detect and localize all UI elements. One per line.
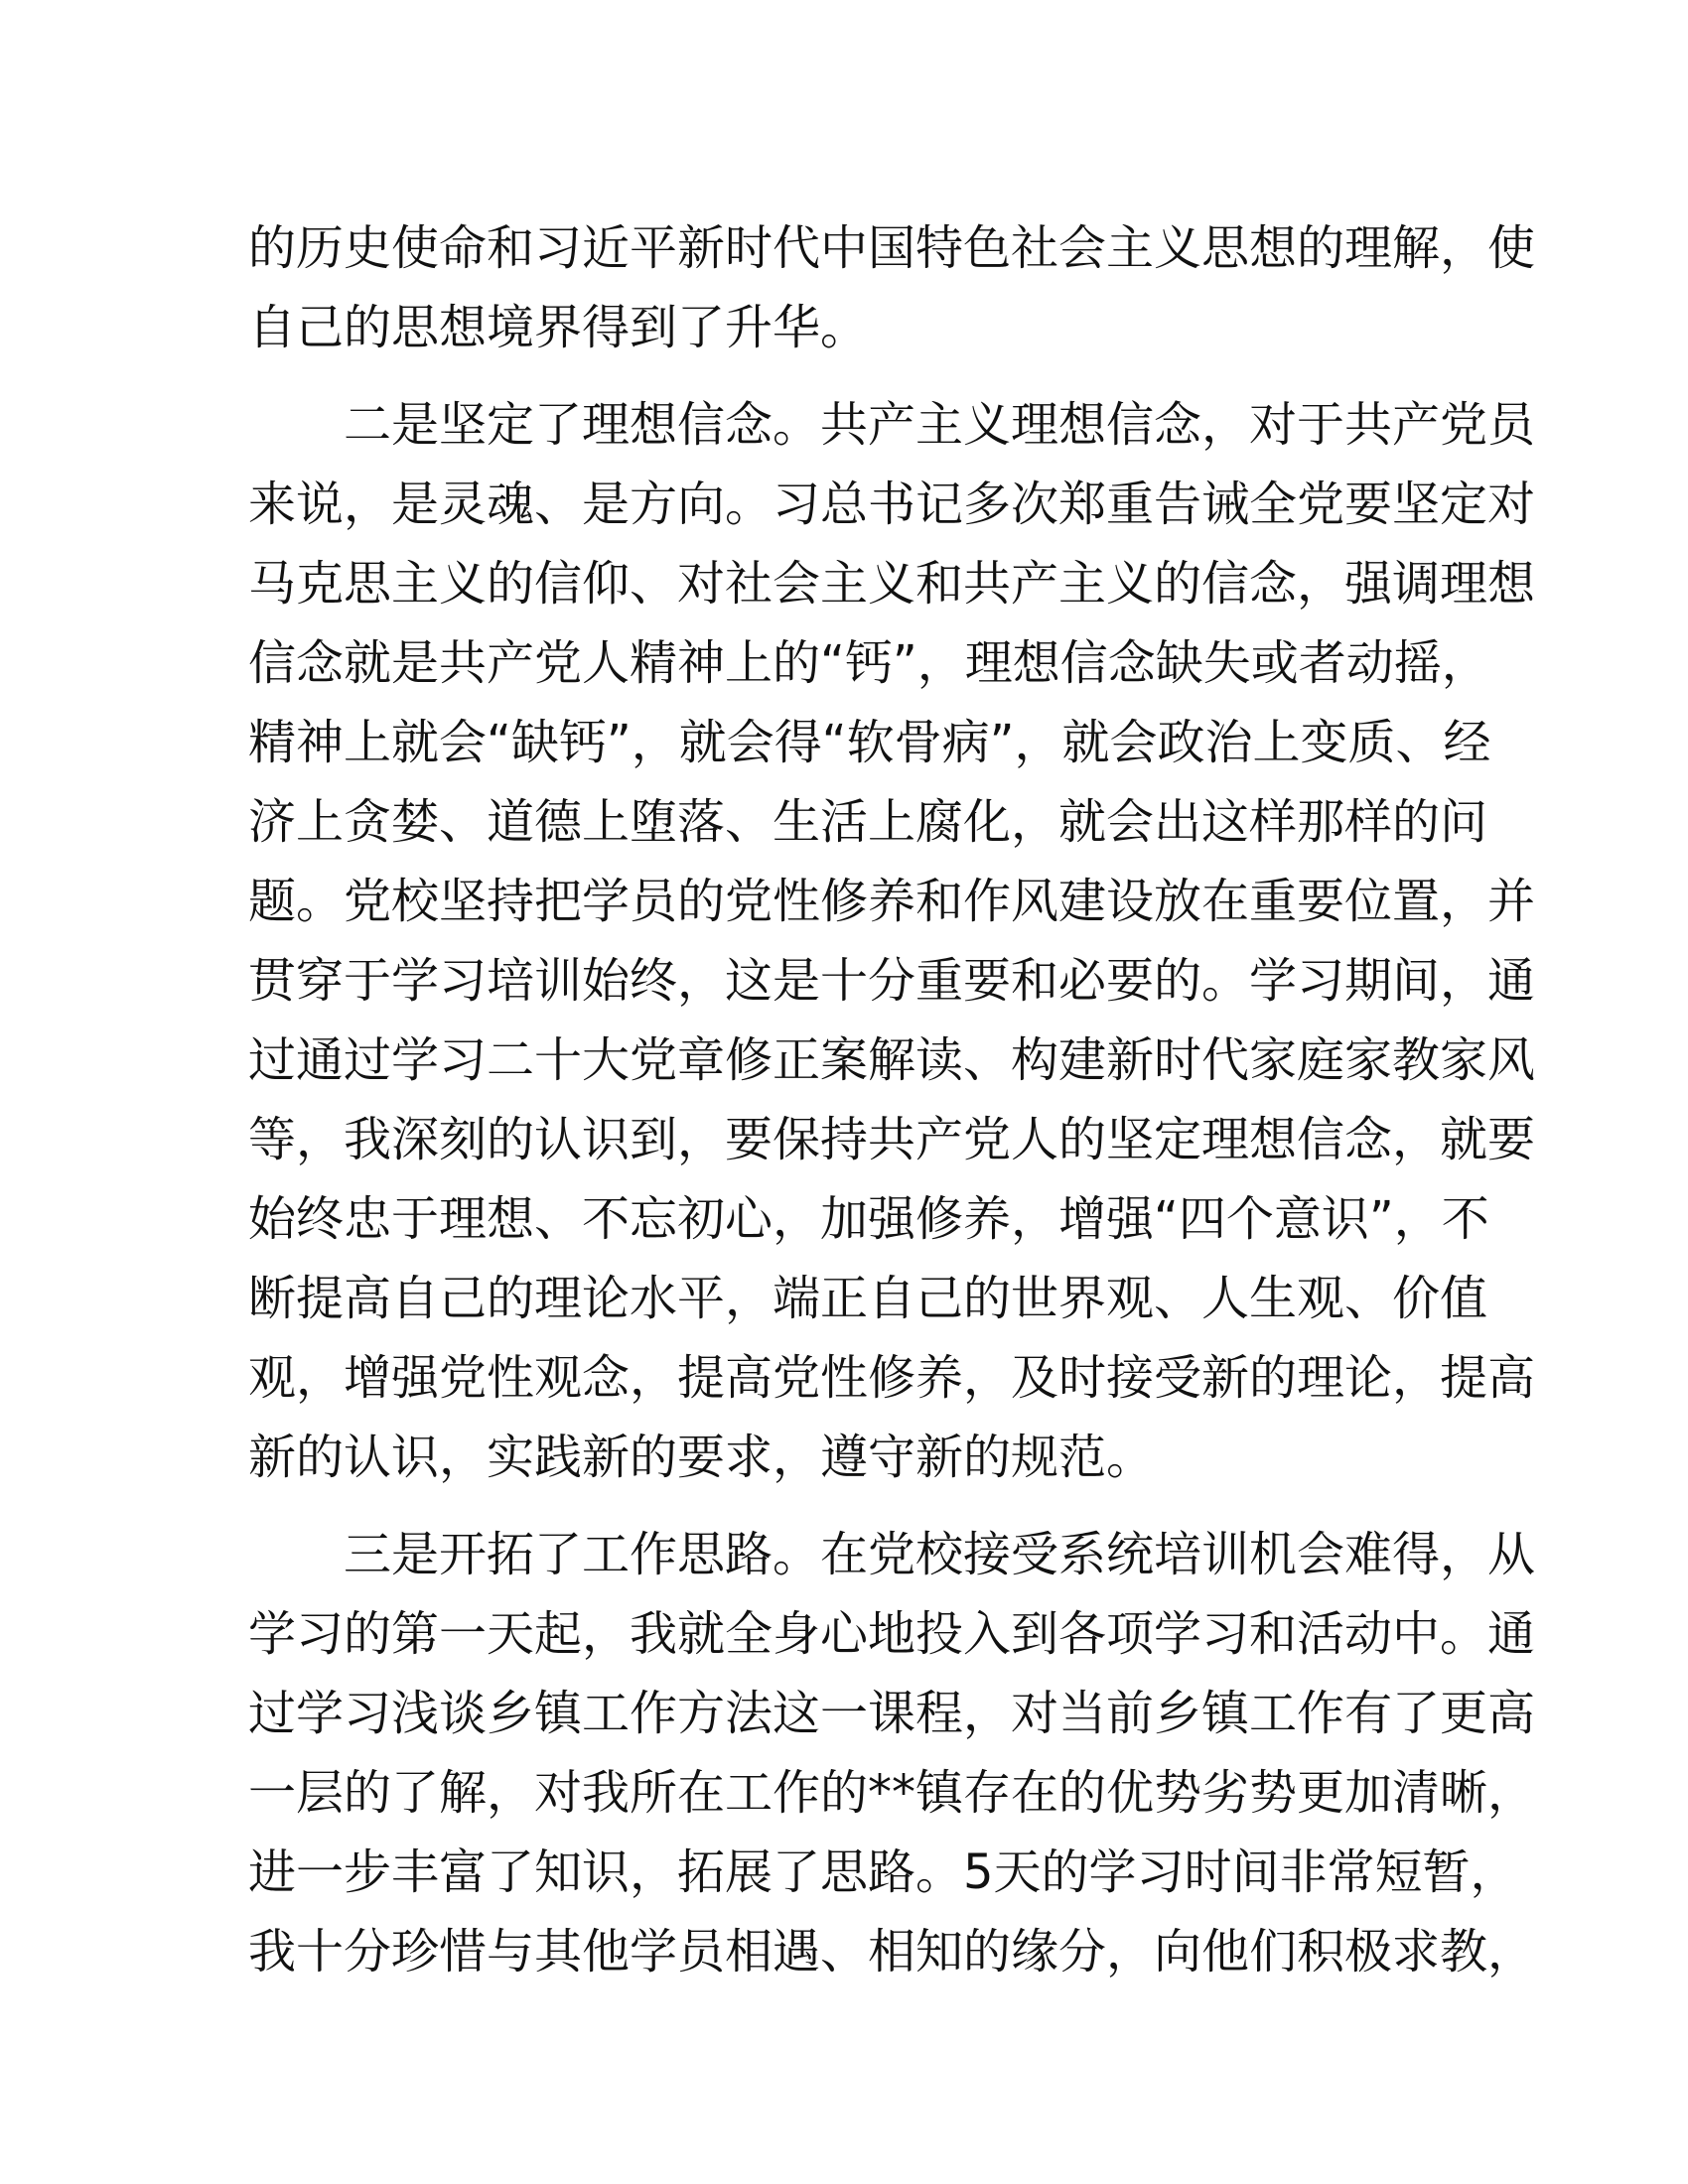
- text-line: 新的认识，实践新的要求，遵守新的规范。: [248, 1430, 1155, 1485]
- text-line: 信念就是共产党人精神上的“钙”，理想信念缺失或者动摇，: [248, 635, 1489, 691]
- text-line: 观，增强党性观念，提高党性修养，及时接受新的理论，提高: [248, 1350, 1536, 1406]
- text-line: 自己的思想境界得到了升华。: [248, 300, 869, 355]
- paragraph-ideals: [248, 385, 1536, 1497]
- text-line: 过学习浅谈乡镇工作方法这一课程，对当前乡镇工作有了更高: [248, 1686, 1536, 1741]
- text-line: 来说，是灵魂、是方向。习总书记多次郑重告诫全党要坚定对: [248, 477, 1536, 532]
- paragraph-work-ideas: [248, 1515, 1536, 1991]
- text-line: 断提高自己的理论水平，端正自己的世界观、人生观、价值: [248, 1271, 1488, 1326]
- text-line: 马克思主义的信仰、对社会主义和共产主义的信念，强调理想: [248, 556, 1536, 612]
- text-line: 济上贪婪、道德上堕落、生活上腐化，就会出这样那样的问: [248, 794, 1488, 850]
- text-line: 精神上就会“缺钙”，就会得“软骨病”，就会政治上变质、经: [248, 715, 1491, 770]
- text-line: 等，我深刻的认识到，要保持共产党人的坚定理想信念，就要: [248, 1112, 1536, 1167]
- text-line: 贯穿于学习培训始终，这是十分重要和必要的。学习期间，通: [248, 953, 1536, 1009]
- text-line: 二是坚定了理想信念。共产主义理想信念，对于共产党员: [344, 397, 1536, 453]
- text-line: 三是开拓了工作思路。在党校接受系统培训机会难得，从: [344, 1527, 1536, 1582]
- document-page: [248, 208, 1536, 2009]
- text-line: 的历史使命和习近平新时代中国特色社会主义思想的理解，使: [248, 220, 1536, 276]
- paragraph-continuation: [248, 208, 1536, 367]
- text-line: 题。党校坚持把学员的党性修养和作风建设放在重要位置，并: [248, 874, 1536, 929]
- text-line: 进一步丰富了知识，拓展了思路。5天的学习时间非常短暂，: [248, 1844, 1518, 1900]
- text-line: 过通过学习二十大党章修正案解读、构建新时代家庭家教家风: [248, 1032, 1536, 1088]
- text-line: 我十分珍惜与其他学员相遇、相知的缘分，向他们积极求教，: [248, 1924, 1536, 1979]
- text-line: 一层的了解，对我所在工作的**镇存在的优势劣势更加清晰，: [248, 1765, 1536, 1821]
- text-line: 学习的第一天起，我就全身心地投入到各项学习和活动中。通: [248, 1606, 1536, 1662]
- text-line: 始终忠于理想、不忘初心，加强修养，增强“四个意识”，不: [248, 1191, 1489, 1247]
